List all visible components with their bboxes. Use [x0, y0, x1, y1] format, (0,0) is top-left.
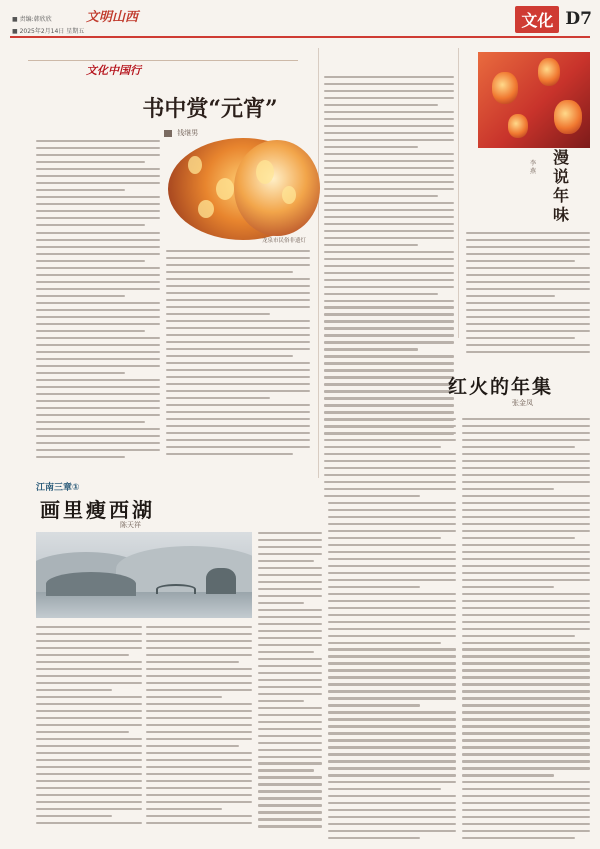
masthead-brand: 文明山西	[86, 10, 139, 25]
article4-col1-text	[328, 418, 456, 844]
date-text: ■ 2025年2月14日 星期五	[12, 28, 85, 35]
article4-col2-text	[462, 418, 590, 844]
article2-section-label: 江南三章①	[36, 483, 80, 493]
new-year-lantern-photo	[478, 52, 590, 148]
article4-author: 张金凤	[512, 399, 533, 407]
masthead-rule	[10, 36, 590, 38]
column-divider	[318, 48, 319, 478]
column-divider	[458, 48, 459, 338]
article1-col1-text	[36, 232, 160, 462]
article3-author: 李燕	[530, 160, 537, 175]
article1-author	[164, 128, 198, 138]
article2-col3-text	[258, 532, 322, 832]
article1-author-name: 钱继男	[177, 129, 199, 137]
editor-text: ■ 责编:韩欣欣	[12, 16, 52, 23]
article3-text	[466, 232, 590, 358]
article1-intro-text	[36, 140, 160, 231]
image-caption: 龙泉市民俗非遗灯	[262, 238, 307, 244]
lantern-photo-2	[234, 140, 320, 236]
article1-col2-text	[166, 250, 310, 460]
slender-west-lake-painting	[36, 532, 252, 618]
article2-author: 陈天祥	[120, 521, 141, 529]
article4-title: 红火的年集	[448, 376, 554, 398]
article2-title: 画里瘦西湖	[40, 498, 155, 522]
article3-title: 漫说年味	[552, 148, 569, 224]
section-badge: 文化	[515, 6, 559, 33]
author-pen-icon	[164, 130, 172, 137]
page-number: D7	[565, 9, 592, 29]
article1-title: 书中赏“元宵”	[142, 96, 278, 122]
masthead-page-block	[515, 6, 592, 32]
column-brand: 文化中国行	[86, 64, 141, 77]
masthead	[0, 0, 600, 42]
article2-col2-text	[146, 626, 252, 829]
article2-col1-text	[36, 626, 142, 829]
